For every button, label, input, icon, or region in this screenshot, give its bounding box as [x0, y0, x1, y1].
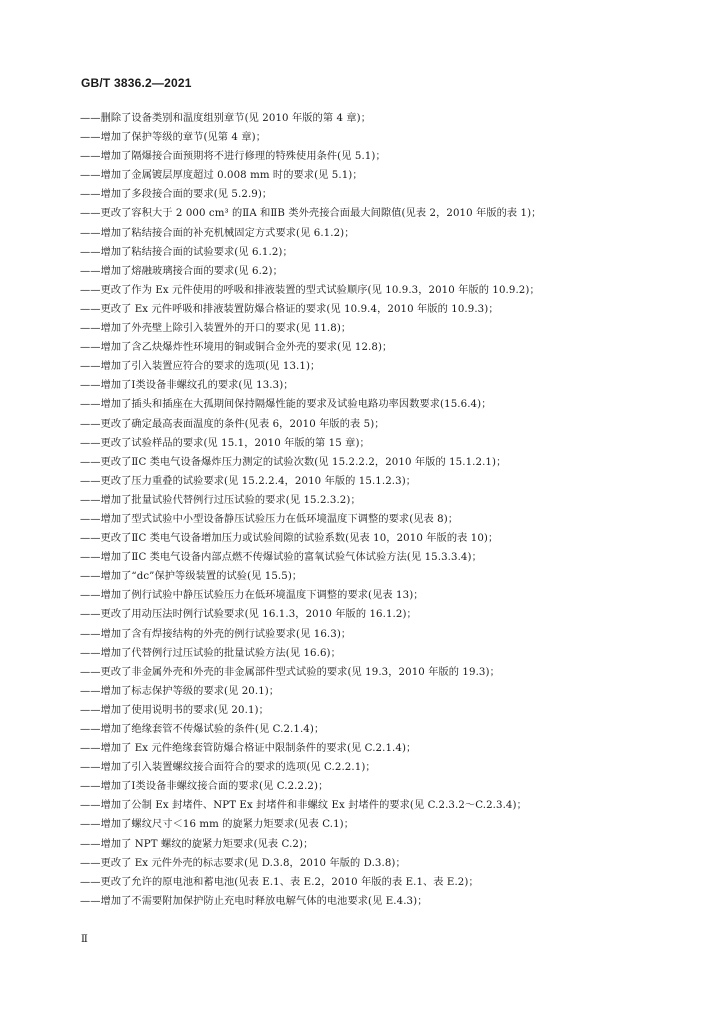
list-item: ——增加了引入装置应符合的要求的选项(见 13.1)；	[80, 361, 321, 373]
list-item: ——增加了批量试验代替例行过压试验的要求(见 15.2.3.2)；	[80, 494, 361, 506]
list-item: ——增加了使用说明书的要求(见 20.1)；	[80, 704, 269, 716]
list-item: ——增加了含有焊接结构的外壳的例行试验要求(见 16.3)；	[80, 628, 352, 640]
list-item: ——增加了 Ex 元件绝缘套管防爆合格证中限制条件的要求(见 C.2.1.4)；	[80, 743, 417, 755]
list-item: ——更改了压力重叠的试验要求(见 15.2.2.4，2010 年版的 15.1.2.3)；	[80, 475, 417, 487]
list-item: ——更改了 Ex 元件外壳的标志要求(见 D.3.8，2010 年版的 D.3.8)；	[80, 857, 406, 869]
list-item: ——更改了试验样品的要求(见 15.1，2010 年版的第 15 章)；	[80, 437, 370, 449]
list-item: ——增加了引入装置螺纹接合面符合的要求的选项(见 C.2.2.1)；	[80, 762, 376, 774]
list-item: ——增加了含乙炔爆炸性环境用的铜或铜合金外壳的要求(见 12.8)；	[80, 342, 393, 354]
list-item: ——增加了插头和插座在大孤期间保持隔爆性能的要求及试验电路功率因数要求(15.6.4)；	[80, 399, 492, 411]
list-item: ——增加了熔融玻璃接合面的要求(见 6.2)；	[80, 265, 283, 277]
list-item: ——增加了型式试验中小型设备静压试验压力在低环境温度下调整的要求(见表 8)；	[80, 513, 459, 525]
list-item: ——更改了用动压法时例行试验要求(见 16.1.3，2010 年版的 16.1.2)；	[80, 609, 417, 621]
list-item: ——增加了ⅡC 类电气设备内部点燃不传爆试验的富氧试验气体试验方法(见 15.3.3.4)；	[80, 552, 482, 564]
list-item: ——更改了非金属外壳和外壳的非金属部件型式试验的要求(见 19.3，2010 年版的 19.3)；	[80, 666, 500, 678]
list-item: ——增加了绝缘套管不传爆试验的条件(见 C.2.1.4)；	[80, 724, 325, 735]
list-item: ——更改了ⅡC 类电气设备爆炸压力测定的试验次数(见 15.2.2.2，2010 年版的 15.1.2.1)；	[80, 456, 507, 468]
list-item: ——更改了ⅡC 类电气设备增加压力或试验间隙的试验系数(见表 10，2010 年版的表 10)；	[80, 533, 499, 545]
list-item: ——删除了设备类别和温度组别章节(见 2010 年版的第 4 章)；	[80, 113, 372, 124]
list-item: ——更改了允许的原电池和蓄电池(见表 E.1、表 E.2，2010 年版的表 E.1、表 E.2)；	[80, 876, 479, 888]
list-item: ——增加了粘结接合面的补充机械固定方式要求(见 6.1.2)；	[80, 227, 355, 239]
list-item: ——增加了Ⅰ类设备非螺纹孔的要求(见 13.3)；	[80, 380, 294, 392]
list-item: ——增加了例行试验中静压试验压力在低环境温度下调整的要求(见表 13)；	[80, 590, 424, 602]
document-header: GB/T 3836.2—2021	[81, 76, 192, 90]
list-item: ——增加了金属镀层厚度超过 0.008 mm 时的要求(见 5.1)；	[80, 170, 363, 182]
list-item: ——增加了公制 Ex 封堵件、NPT Ex 封堵件和非螺纹 Ex 封堵件的要求(见 C.2.3.2～C.2.3.4)；	[80, 800, 527, 812]
list-item: ——更改了 Ex 元件呼吸和排液装置防爆合格证的要求(见 10.9.4，2010 年版的 10.9.3)；	[80, 303, 499, 315]
list-item: ——增加了不需要附加保护防止充电时释放电解气体的电池要求(见 E.4.3)；	[80, 895, 428, 907]
list-item: ——更改了确定最高表面温度的条件(见表 6，2010 年版的表 5)；	[80, 418, 385, 430]
change-list	[80, 109, 650, 911]
list-item: ——增加了隔爆接合面预期将不进行修理的特殊使用条件(见 5.1)；	[80, 151, 386, 163]
list-item: ——增加了标志保护等级的要求(见 20.1)；	[80, 685, 280, 697]
list-item: ——增加了“dc”保护等级装置的试验(见 15.5)；	[80, 571, 303, 583]
list-item: ——增加了Ⅰ类设备非螺纹接合面的要求(见 C.2.2.2)；	[80, 781, 329, 793]
list-item: ——增加了保护等级的章节(见第 4 章)；	[80, 132, 267, 144]
list-item: ——增加了多段接合面的要求(见 5.2.9)；	[80, 189, 273, 201]
list-item: ——增加了 NPT 螺纹的旋紧力矩要求(见表 C.2)；	[80, 838, 314, 850]
page-number: Ⅱ	[81, 934, 88, 945]
list-item: ——增加了螺纹尺寸＜16 mm 的旋紧力矩要求(见表 C.1)；	[80, 819, 355, 831]
list-item: ——增加了代替例行过压试验的批量试验方法(见 16.6)；	[80, 647, 341, 659]
list-item: ——增加了外壳壁上除引入装置外的开口的要求(见 11.8)；	[80, 323, 352, 335]
list-item: ——更改了容积大于 2 000 cm³ 的ⅡA 和ⅡB 类外壳接合面最大间隙值(见表 2，2010 年版的表 1)；	[80, 208, 542, 220]
list-item: ——更改了作为 Ex 元件使用的呼吸和排液装置的型式试验顺序(见 10.9.3，2010 年版的 10.9.2)；	[80, 284, 540, 296]
list-item: ——增加了粘结接合面的试验要求(见 6.1.2)；	[80, 246, 293, 258]
